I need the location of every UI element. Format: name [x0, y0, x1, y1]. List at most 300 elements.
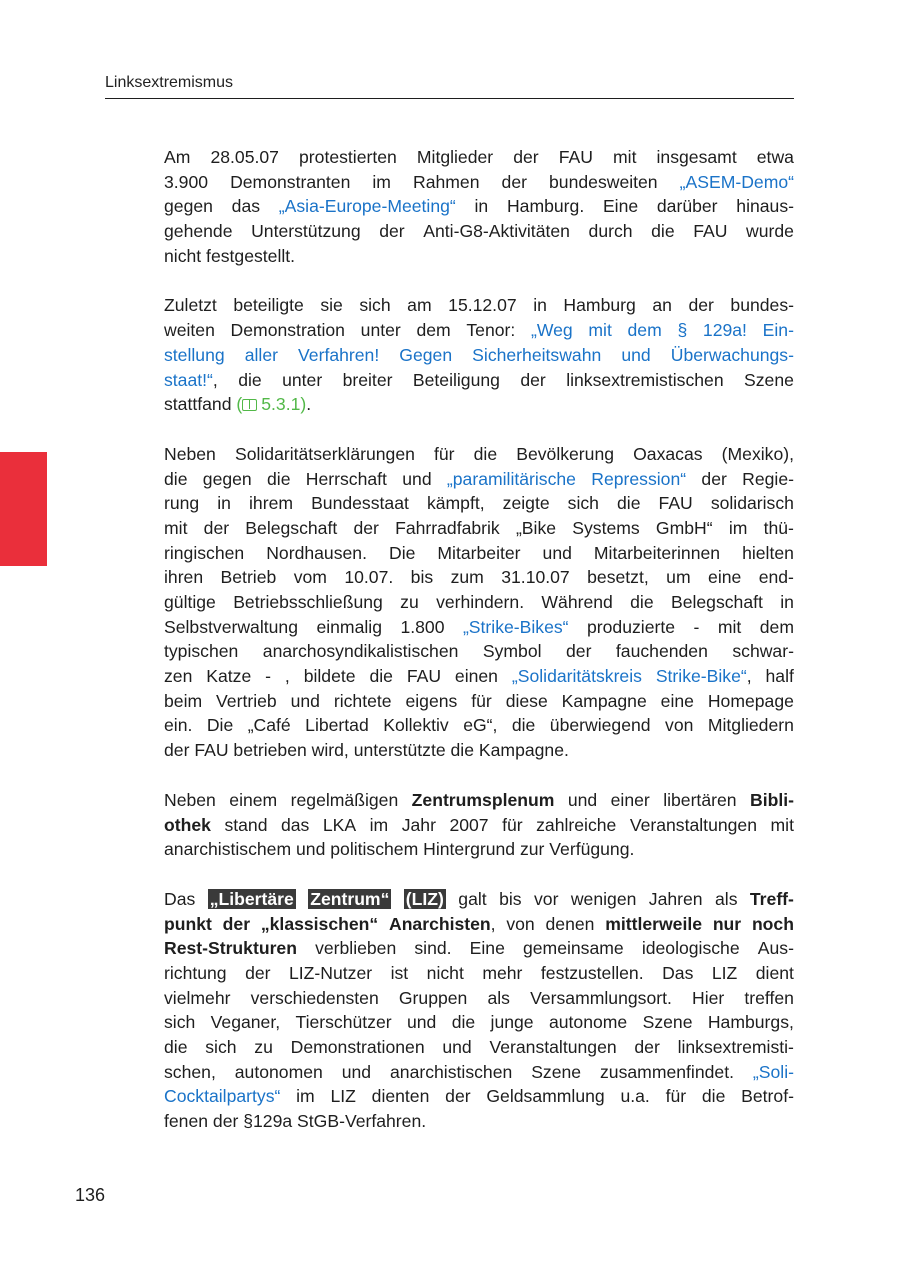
- inline-link[interactable]: Überwachungs-: [670, 344, 794, 365]
- text-line: [164, 219, 794, 244]
- word: [489, 1035, 616, 1060]
- text-line: [164, 837, 794, 862]
- text-run: überwiegend: [549, 715, 651, 736]
- word: [742, 467, 794, 492]
- text-run: FAU: [658, 493, 693, 514]
- text-line: [164, 813, 794, 838]
- inline-link[interactable]: „Solidaritätskreis: [511, 666, 642, 687]
- text-run: Jahren: [648, 888, 703, 909]
- inline-link[interactable]: „paramilitärische: [446, 468, 576, 489]
- text-run: wenigen: [570, 888, 637, 909]
- cross-reference: 5.3.1): [261, 394, 307, 415]
- word: [533, 293, 547, 318]
- word: [651, 219, 674, 244]
- inline-link[interactable]: Cocktailpartys“: [164, 1086, 281, 1107]
- word: [427, 491, 485, 516]
- word: [437, 541, 520, 566]
- text-run: linksextremisti-: [677, 1037, 794, 1057]
- text-run: die: [701, 1086, 726, 1107]
- text-run: unter: [282, 369, 323, 390]
- text-run: Libertad: [305, 715, 369, 736]
- inline-link[interactable]: stellung: [164, 344, 225, 365]
- word: [434, 442, 455, 467]
- inline-link[interactable]: Strike-Bike“: [655, 666, 747, 687]
- text-run: kämpft,: [426, 493, 485, 514]
- word: [389, 541, 415, 566]
- paragraph: [164, 887, 794, 1134]
- word: [383, 713, 449, 738]
- text-run: treffen: [744, 987, 794, 1008]
- word: [249, 491, 293, 516]
- text-run: sie: [320, 295, 343, 316]
- word: [451, 565, 484, 590]
- word: [502, 813, 523, 838]
- text-line: [164, 170, 794, 195]
- word: [211, 1010, 280, 1035]
- text-run: Systems: [572, 517, 640, 538]
- text-run: produzierte: [587, 616, 676, 637]
- word: [757, 145, 794, 170]
- word: [712, 961, 737, 986]
- word: [204, 516, 229, 541]
- text-run: Belegschaft: [245, 517, 338, 538]
- text-run: beim: [164, 690, 203, 711]
- text-run: einmalig: [316, 616, 382, 637]
- text-run: die: [238, 369, 262, 390]
- word: [591, 467, 686, 492]
- text-run: Selbstverwaltung: [164, 616, 298, 637]
- text-run: 28.05.07: [210, 147, 279, 167]
- text-line: [164, 986, 794, 1011]
- word: [164, 615, 298, 640]
- word: [221, 565, 277, 590]
- word: [298, 343, 379, 368]
- text-run: Oaxacas: [633, 443, 703, 464]
- text-run: 10.07.: [344, 567, 394, 588]
- word: [232, 194, 260, 219]
- bold-text: othek: [164, 814, 211, 835]
- word: [692, 986, 724, 1011]
- word: [753, 1060, 794, 1085]
- word: [671, 343, 794, 368]
- word: [563, 293, 635, 318]
- text-line: [164, 194, 794, 219]
- text-run: „Café: [247, 715, 291, 736]
- word: [715, 887, 738, 912]
- inline-link[interactable]: §: [677, 320, 688, 341]
- inline-link[interactable]: „Soli-: [752, 1061, 794, 1082]
- text-run: der: [353, 517, 379, 538]
- word: [463, 713, 497, 738]
- text-run: mehr: [482, 962, 523, 983]
- text-run: half: [765, 666, 794, 687]
- word: [245, 961, 270, 986]
- word: [630, 590, 653, 615]
- text-run: bundesweiten: [549, 171, 658, 192]
- inline-link[interactable]: 129a!: [702, 320, 747, 341]
- word: [251, 986, 379, 1011]
- text-run: anarchistischem und politischem Hintergrund zur Verfügung.: [164, 839, 635, 860]
- word: [208, 887, 296, 912]
- text-run: Veganer,: [210, 1012, 281, 1033]
- word: [405, 689, 457, 714]
- word: [389, 912, 496, 937]
- text-run: Nordhausen.: [266, 542, 367, 563]
- text-run: eine: [660, 690, 694, 711]
- word: [251, 219, 361, 244]
- text-run: zu: [254, 1037, 273, 1057]
- word: [744, 368, 794, 393]
- word: [730, 293, 794, 318]
- text-run: einen: [454, 666, 498, 687]
- word: [164, 961, 227, 986]
- word: [442, 1035, 471, 1060]
- word: [320, 293, 343, 318]
- text-run: die: [369, 666, 393, 687]
- text-run: festzustellen.: [540, 962, 644, 983]
- word: [546, 912, 595, 937]
- word: [752, 912, 794, 937]
- text-run: 3.900: [164, 171, 209, 192]
- text-run: hielten: [742, 542, 794, 563]
- word: [463, 615, 569, 640]
- text-run: schen,: [164, 1061, 216, 1082]
- text-run: an: [652, 295, 672, 316]
- text-line: [164, 590, 794, 615]
- word: [512, 664, 642, 689]
- text-run: 15.12.07: [448, 295, 517, 316]
- word: [291, 788, 399, 813]
- text-run: ,: [490, 913, 496, 934]
- word: [230, 170, 350, 195]
- inline-link[interactable]: Gegen: [399, 344, 453, 365]
- text-run: Geldsammlung: [486, 1086, 605, 1107]
- text-line: [164, 664, 794, 689]
- word: [630, 813, 757, 838]
- text-run: gegen: [202, 468, 252, 489]
- word: [702, 1084, 725, 1109]
- text-run: im: [372, 171, 391, 192]
- word: [343, 368, 393, 393]
- word: [231, 318, 345, 343]
- word: [423, 219, 570, 244]
- text-line: [164, 368, 794, 393]
- text-run: zu: [400, 592, 419, 612]
- word: [223, 912, 250, 937]
- text-run: für: [471, 690, 492, 711]
- text-line: [164, 491, 794, 516]
- word: [483, 639, 542, 664]
- word: [248, 713, 291, 738]
- text-run: ,: [212, 369, 218, 390]
- word: [164, 639, 238, 664]
- inline-link[interactable]: „Strike-Bikes“: [462, 616, 569, 637]
- word: [164, 565, 203, 590]
- word: [543, 541, 572, 566]
- text-run: die: [451, 1012, 476, 1033]
- bold-text: Bibli-: [749, 789, 794, 810]
- text-run: Betrof-: [741, 1086, 794, 1107]
- word: [400, 615, 444, 640]
- word: [549, 170, 658, 195]
- word: [379, 219, 404, 244]
- text-run: das: [231, 196, 261, 217]
- word: [265, 664, 271, 689]
- highlighted-term: (LIZ): [405, 888, 444, 909]
- word: [164, 936, 297, 961]
- bold-text: mittlerweile: [605, 913, 703, 934]
- word: [534, 887, 558, 912]
- word: [628, 318, 662, 343]
- text-run: von: [506, 913, 535, 934]
- word: [224, 813, 267, 838]
- word: [458, 887, 486, 912]
- word: [452, 1010, 475, 1035]
- text-run: Regie-: [742, 468, 794, 489]
- text-run: um: [666, 567, 691, 588]
- text-run: Betrieb: [220, 567, 277, 588]
- text-run: der: [379, 221, 405, 242]
- text-line: [164, 1060, 794, 1085]
- text-run: denen: [545, 913, 595, 934]
- word: [466, 318, 515, 343]
- text-line: [164, 788, 794, 813]
- word: [342, 1060, 371, 1085]
- cross-reference: (: [236, 394, 243, 415]
- text-run: als: [487, 987, 510, 1008]
- text-run: Kollektiv: [383, 715, 449, 736]
- text-line: [164, 1084, 794, 1109]
- text-run: verschiedensten: [250, 987, 379, 1008]
- text-line: [164, 293, 794, 318]
- text-run: der: [445, 1086, 471, 1107]
- text-run: end-: [758, 567, 794, 588]
- word: [729, 516, 748, 541]
- inline-link[interactable]: Sicherheitswahn: [472, 344, 602, 365]
- word: [210, 145, 279, 170]
- word: [316, 615, 382, 640]
- word: [281, 813, 309, 838]
- text-run: ,: [746, 666, 752, 687]
- text-run: in: [474, 196, 489, 217]
- word: [216, 689, 277, 714]
- word: [164, 1084, 280, 1109]
- text-run: zahlreiche: [536, 814, 617, 835]
- word: [359, 293, 390, 318]
- word: [233, 293, 303, 318]
- text-run: bis: [499, 888, 522, 909]
- text-run: u.a.: [620, 1086, 650, 1107]
- word: [282, 368, 322, 393]
- word: [254, 1035, 273, 1060]
- word: [164, 516, 187, 541]
- text-line: [164, 1010, 794, 1035]
- word: [315, 936, 396, 961]
- bold-text: „klassischen“: [260, 913, 379, 934]
- text-run: von: [665, 715, 694, 736]
- word: [566, 639, 591, 664]
- text-run: einem: [229, 789, 278, 810]
- word: [407, 664, 441, 689]
- word: [713, 912, 741, 937]
- text-run: Mitgliedern: [707, 715, 794, 736]
- word: [245, 516, 337, 541]
- word: [587, 615, 675, 640]
- word: [594, 541, 720, 566]
- text-run: breiter: [342, 369, 393, 390]
- text-run: in: [217, 493, 231, 514]
- word: [304, 664, 356, 689]
- text-run: gehende: [164, 221, 233, 242]
- text-line: [164, 1035, 794, 1060]
- word: [487, 986, 510, 1011]
- text-run: regelmäßigen: [290, 789, 399, 810]
- inline-link[interactable]: aller: [244, 344, 278, 365]
- text-run: Hier: [691, 987, 725, 1008]
- word: [402, 813, 436, 838]
- word: [657, 145, 737, 170]
- text-run: junge: [490, 1012, 534, 1033]
- word: [164, 368, 218, 393]
- inline-link[interactable]: Ein-: [762, 320, 794, 341]
- bold-text: noch: [751, 913, 794, 934]
- chapter-marker-tab: [0, 452, 47, 566]
- text-run: vom: [293, 567, 327, 588]
- inline-link[interactable]: „Weg: [530, 320, 573, 341]
- inline-link[interactable]: staat!“: [164, 369, 213, 390]
- text-run: eG“,: [463, 715, 498, 736]
- text-run: und: [567, 789, 598, 810]
- text-run: bundes-: [730, 295, 794, 316]
- word: [474, 442, 497, 467]
- text-run: richtete: [333, 690, 392, 711]
- word: [568, 491, 599, 516]
- word: [678, 1035, 794, 1060]
- paragraph: [164, 788, 794, 862]
- word: [605, 912, 702, 937]
- word: [266, 541, 367, 566]
- text-run: weiten: [164, 320, 215, 341]
- word: [666, 565, 690, 590]
- text-run: Mitarbeiterinnen: [593, 542, 721, 563]
- word: [600, 1060, 734, 1085]
- text-run: FAU: [558, 147, 593, 167]
- word: [164, 590, 216, 615]
- word: [499, 887, 522, 912]
- word: [559, 145, 593, 170]
- word: [412, 788, 555, 813]
- word: [756, 961, 794, 986]
- text-run: dem: [759, 616, 794, 637]
- text-run: (Mexiko),: [721, 443, 794, 464]
- word: [523, 936, 624, 961]
- inline-link[interactable]: dem: [627, 320, 662, 341]
- text-run: der FAU betrieben wird, unterstützte die Kampagne.: [164, 740, 569, 761]
- word: [516, 442, 614, 467]
- word: [164, 318, 215, 343]
- text-run: sich: [359, 295, 391, 316]
- text-run: im: [369, 814, 389, 835]
- text-run: und: [341, 1061, 372, 1082]
- word: [662, 961, 693, 986]
- text-line: [164, 318, 794, 343]
- word: [391, 961, 409, 986]
- word: [566, 368, 723, 393]
- word: [666, 1084, 687, 1109]
- text-run: ist: [390, 962, 409, 983]
- text-run: Neben: [164, 443, 216, 464]
- text-run: 2007: [449, 814, 489, 835]
- text-line: [164, 738, 794, 763]
- text-run: dienten: [371, 1086, 430, 1107]
- inline-link[interactable]: Repression“: [591, 468, 687, 489]
- word: [235, 442, 415, 467]
- word: [470, 936, 505, 961]
- text-line: [164, 565, 794, 590]
- word: [164, 293, 217, 318]
- word: [411, 565, 434, 590]
- text-run: für: [434, 443, 455, 464]
- word: [289, 961, 372, 986]
- text-run: Tierschützer: [295, 1012, 392, 1033]
- text-run: durch: [588, 221, 633, 242]
- word: [414, 936, 451, 961]
- text-run: stand: [224, 814, 268, 835]
- word: [536, 813, 616, 838]
- text-run: vor: [533, 888, 559, 909]
- word: [736, 194, 794, 219]
- text-run: und: [290, 690, 320, 711]
- text-run: zusammenfindet.: [600, 1061, 734, 1082]
- text-run: sind.: [414, 938, 452, 959]
- text-run: der: [513, 147, 539, 167]
- text-run: im: [728, 517, 748, 538]
- word: [323, 813, 356, 838]
- word: [372, 170, 391, 195]
- inline-link[interactable]: und: [621, 344, 651, 365]
- book-icon: [242, 399, 257, 411]
- text-run: und: [542, 542, 572, 563]
- word: [263, 639, 459, 664]
- word: [520, 368, 545, 393]
- text-run: fauchenden: [615, 641, 708, 662]
- word: [780, 590, 794, 615]
- text-run: ihrem: [249, 493, 294, 514]
- inline-link[interactable]: „ASEM-Demo“: [679, 171, 794, 192]
- word: [688, 293, 713, 318]
- word: [164, 343, 225, 368]
- word: [233, 590, 383, 615]
- word: [750, 788, 794, 813]
- inline-link[interactable]: „Asia-Europe-Meeting“: [278, 196, 456, 217]
- text-run: besetzt,: [587, 567, 649, 588]
- word: [455, 664, 498, 689]
- word: [516, 516, 556, 541]
- text-run: 1.800: [400, 616, 445, 637]
- text-line: [164, 615, 794, 640]
- inline-link[interactable]: mit: [588, 320, 612, 341]
- word: [344, 565, 393, 590]
- text-run: FAU: [406, 666, 442, 687]
- inline-link[interactable]: Verfahren!: [298, 344, 380, 365]
- text-run: verhindern.: [436, 592, 525, 612]
- word: [603, 194, 638, 219]
- text-run: -: [265, 666, 272, 687]
- text-run: autonome: [548, 1012, 628, 1033]
- text-run: eine: [708, 567, 742, 588]
- text-run: Szene: [744, 369, 794, 390]
- word: [708, 565, 741, 590]
